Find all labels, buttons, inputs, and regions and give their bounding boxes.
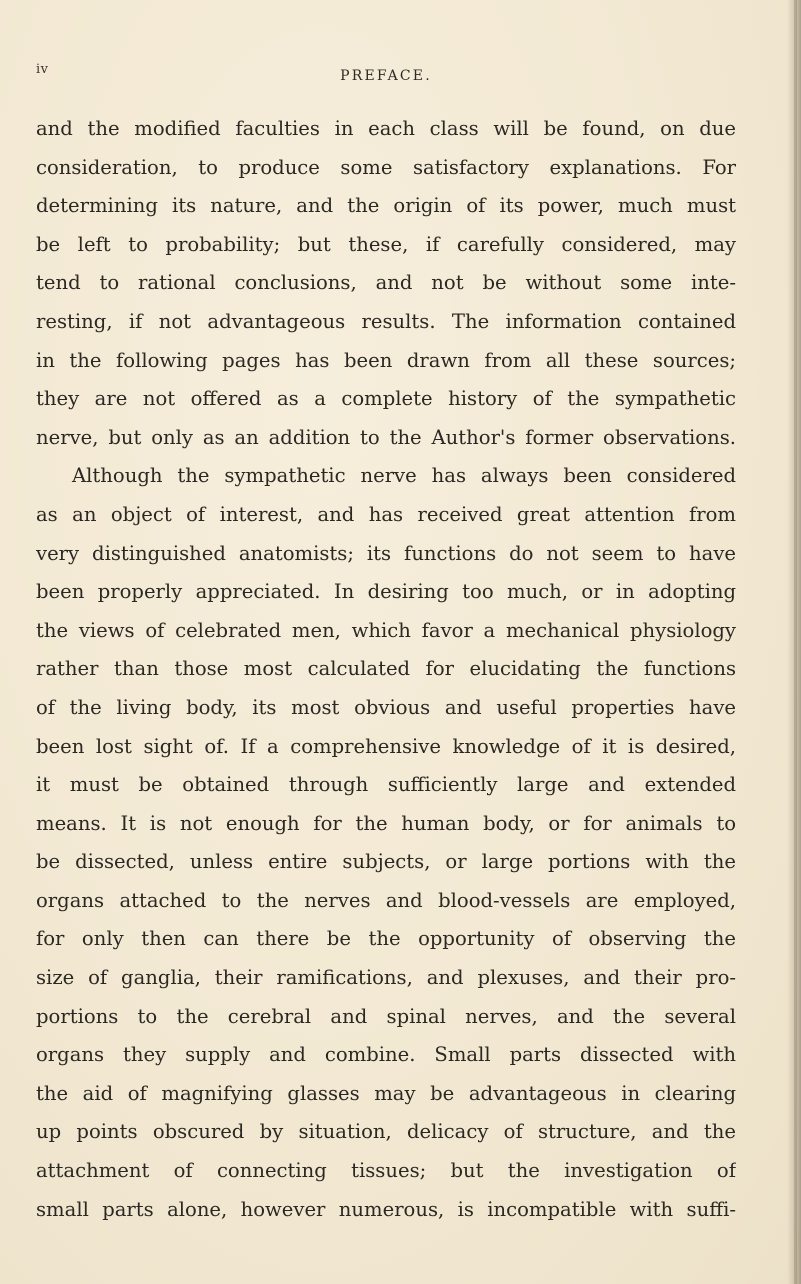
text-line: be dissected, unless entire subjects, or large portions with the xyxy=(36,850,736,874)
paragraph-start-line: Although the sympathetic nerve has always been considered xyxy=(72,464,736,488)
text-line: portions to the cerebral and spinal nerves, and the several xyxy=(36,1004,736,1028)
text-line: the views of celebrated men, which favor a mechanical physiology xyxy=(36,618,736,642)
body-text xyxy=(36,110,736,1229)
text-line: they are not offered as a complete history of the sympathetic xyxy=(36,387,736,411)
text-line: up points obscured by situation, delicacy of structure, and the xyxy=(36,1120,736,1144)
page-header xyxy=(36,62,736,86)
text-line: very distinguished anatomists; its functions do not seem to have xyxy=(36,541,736,565)
text-line: the aid of magnifying glasses may be advantageous in clearing xyxy=(36,1081,736,1105)
text-line: tend to rational conclusions, and not be without some inte- xyxy=(36,271,736,295)
text-line: rather than those most calculated for elucidating the functions xyxy=(36,657,736,681)
text-line: been properly appreciated. In desiring too much, or in adopting xyxy=(36,580,736,604)
text-line: of the living body, its most obvious and useful properties have xyxy=(36,695,736,719)
text-line: small parts alone, however numerous, is incompatible with suffi- xyxy=(36,1197,736,1221)
text-line: nerve, but only as an addition to the Author's former observations. xyxy=(36,425,736,449)
text-line: been lost sight of. If a comprehensive knowledge of it is desired, xyxy=(36,734,736,758)
page-edge-shadow xyxy=(787,0,801,1284)
page-number: iv xyxy=(36,62,49,77)
text-line: it must be obtained through sufficiently large and extended xyxy=(36,773,736,797)
text-line: organs attached to the nerves and blood-vessels are employed, xyxy=(36,888,736,912)
text-line: and the modified faculties in each class will be found, on due xyxy=(36,117,736,140)
text-line: consideration, to produce some satisfactory explanations. For xyxy=(36,155,736,179)
text-line: determining its nature, and the origin of its power, much must xyxy=(36,194,736,218)
text-line: size of ganglia, their ramifications, and plexuses, and their pro- xyxy=(36,966,736,990)
text-line: attachment of connecting tissues; but the investigation of xyxy=(36,1159,736,1183)
text-line: in the following pages has been drawn from all these sources; xyxy=(36,348,736,372)
text-line: as an object of interest, and has received great attention from xyxy=(36,502,736,526)
text-line: for only then can there be the opportunity of observing the xyxy=(36,927,736,951)
text-line: means. It is not enough for the human body, or for animals to xyxy=(36,811,736,835)
text-line: be left to probability; but these, if carefully considered, may xyxy=(36,232,736,256)
text-line: organs they supply and combine. Small parts dissected with xyxy=(36,1043,736,1067)
running-head: PREFACE. xyxy=(340,68,432,84)
text-line: resting, if not advantageous results. The information contained xyxy=(36,309,736,333)
